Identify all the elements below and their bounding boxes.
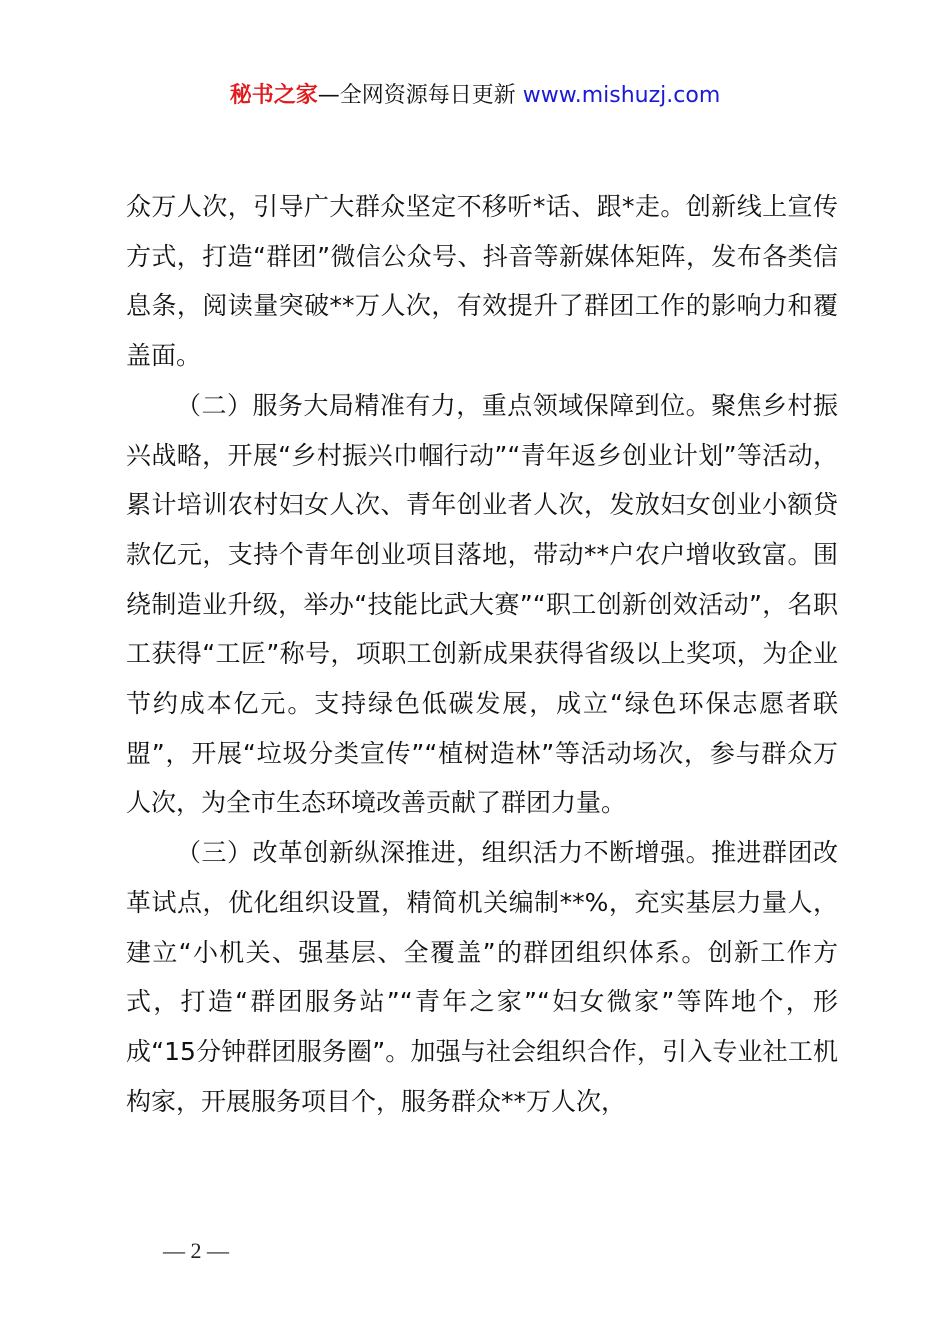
document-body xyxy=(126,182,838,1126)
site-url-link[interactable]: www.mishuzj.com xyxy=(522,83,721,108)
body-paragraph: （二）服务大局精准有力，重点领域保障到位。聚焦乡村振兴战略，开展“乡村振兴巾帼行动”“青年返乡创业计划”等活动，累计培训农村妇女人次、青年创业者人次，发放妇女创业小额贷款亿元，支持个青年创业项目落地，带动**户农户增收致富。围绕制造业升级，举办“技能比武大赛”“职工创新创效活动”，名职工获得“工匠”称号，项职工创新成果获得省级以上奖项，为企业节约成本亿元。支持绿色低碳发展，成立“绿色环保志愿者联盟”，开展“垃圾分类宣传”“植树造林”等活动场次，参与群众万人次，为全市生态环境改善贡献了群团力量。 xyxy=(126,390,838,818)
header-tagline: —全网资源每日更新 xyxy=(317,83,516,108)
page-number: — 2 — xyxy=(163,1238,229,1263)
body-paragraph: 众万人次，引导广大群众坚定不移听*话、跟*走。创新线上宣传方式，打造“群团”微信公众号、抖音等新媒体矩阵，发布各类信息条，阅读量突破**万人次，有效提升了群团工作的影响力和覆盖面。 xyxy=(126,192,838,371)
brand-name: 秘书之家 xyxy=(229,83,318,108)
site-header xyxy=(0,80,950,112)
body-paragraph: （三）改革创新纵深推进，组织活力不断增强。推进群团改革试点，优化组织设置，精简机关编制**%，充实基层力量人，建立“小机关、强基层、全覆盖”的群团组织体系。创新工作方式，打造“群团服务站”“青年之家”“妇女微家”等阵地个，形成“15分钟群团服务圈”。加强与社会组织合作，引入专业社工机构家，开展服务项目个，服务群众**万人次， xyxy=(126,838,838,1116)
